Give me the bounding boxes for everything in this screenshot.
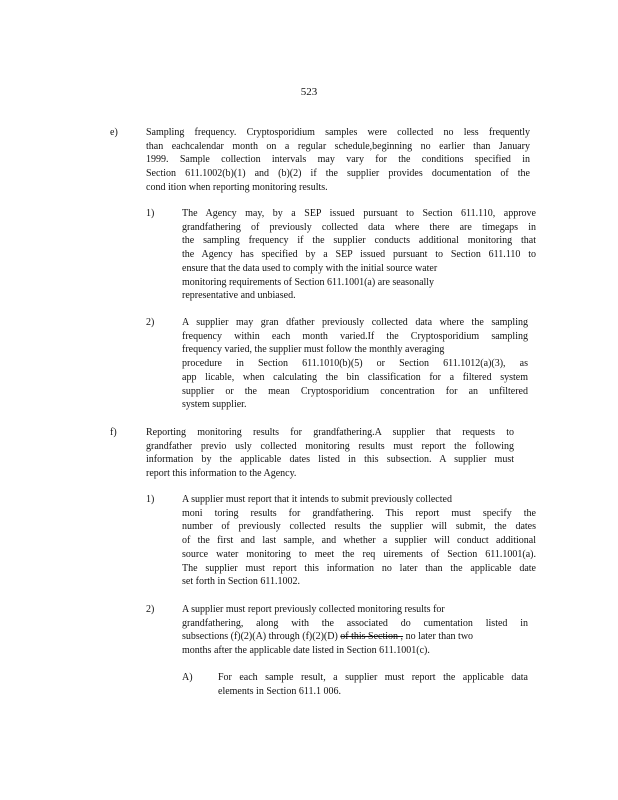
text-line: moni toring results for grandfathering. This report must specify the (182, 507, 536, 519)
text-line: Sampling frequency. Cryptosporidium samples were collected no less frequently (146, 127, 530, 138)
text-fragment: subsections (f)(2)(A) through (f)(2)(D) (182, 631, 338, 643)
text-line: source water monitoring to meet the req uirements of Section 611.1001(a). (182, 548, 536, 560)
text-line: grandfather previo usly collected monitoring results must report the following (146, 440, 514, 452)
item-e1-text (182, 207, 536, 303)
text-line: the sampling frequency if the supplier conducts additional monitoring that (182, 235, 536, 247)
text-line: Section 611.1002(b)(1) and (b)(2) if the supplier provides documentation of the (146, 168, 530, 180)
text-line: report this information to the Agency. (146, 468, 297, 480)
subitem-a-label: A) (182, 672, 193, 683)
item-f1-text (182, 493, 536, 589)
page-number: 523 (300, 86, 318, 98)
item-e2-text (182, 316, 528, 412)
text-line: representative and unbiased. (182, 290, 296, 302)
text-line: procedure in Section 611.1010(b)(5) or Section 611.1012(a)(3), as (182, 358, 528, 370)
text-line: set forth in Section 611.1002. (182, 576, 300, 588)
text-line: A supplier must report previously collected monitoring results for (182, 604, 445, 615)
text-line: information by the applicable dates listed in this subsection. A supplier must (146, 454, 514, 466)
item-e2-label: 2) (146, 317, 155, 328)
text-line: ensure that the data used to comply with the initial source water (182, 262, 438, 274)
section-f-label: f) (110, 427, 117, 438)
text-line: frequency varied, the supplier must follow the monthly averaging (182, 344, 445, 356)
text-line: The Agency may, by a SEP issued pursuant to Section 611.110, approve (182, 208, 536, 219)
text-line: elements in Section 611.1 006. (218, 685, 341, 697)
text-line (182, 630, 528, 644)
text-line: grandfathering of previously collected data where there are timegaps in (182, 221, 536, 233)
item-f1-label: 1) (146, 494, 155, 505)
text-line: grandfathering, along with the associated do cumentation listed in (182, 617, 528, 629)
text-line: of the first and last sample, and whether a supplier will conduct additional (182, 535, 536, 547)
struck-text: of this Section , (340, 631, 404, 643)
item-f2-label: 2) (146, 604, 155, 615)
text-line: The supplier must report this information no later than the applicable date (182, 562, 536, 574)
section-e-label: e) (110, 127, 118, 138)
item-f2-text (182, 603, 528, 658)
text-line: 1999. Sample collection intervals may vary for the conditions specified in (146, 154, 530, 166)
text-line: A supplier may gran dfather previously collected data where the sampling (182, 317, 528, 328)
text-line: frequency within each month varied.If the Cryptosporidium sampling (182, 330, 528, 342)
text-line: Reporting monitoring results for grandfathering.A supplier that requests to (146, 427, 514, 438)
text-line: cond ition when reporting monitoring results. (146, 181, 328, 193)
text-line: A supplier must report that it intends to submit previously collected (182, 494, 452, 505)
text-line: monitoring requirements of Section 611.1001(a) are seasonally (182, 276, 435, 288)
section-f-text (146, 426, 514, 481)
text-line: number of previously collected results the supplier will submit, the dates (182, 521, 536, 533)
section-e-text (146, 126, 530, 195)
text-line: app licable, when calculating the bin classification for a filtered system (182, 371, 528, 383)
item-e1-label: 1) (146, 208, 155, 219)
text-fragment: no later than two (403, 631, 474, 643)
text-line: than eachcalendar month on a regular schedule,beginning no earlier than January (146, 140, 530, 152)
text-line: supplier or the mean Cryptosporidium concentration for an unfiltered (182, 385, 528, 397)
text-line: system supplier. (182, 399, 247, 411)
text-line: months after the applicable date listed in Section 611.1001(c). (182, 645, 430, 657)
text-line: For each sample result, a supplier must report the applicable data (218, 672, 528, 683)
text-line: the Agency has specified by a SEP issued pursuant to Section 611.110 to (182, 249, 536, 261)
subitem-a-text (218, 671, 528, 698)
